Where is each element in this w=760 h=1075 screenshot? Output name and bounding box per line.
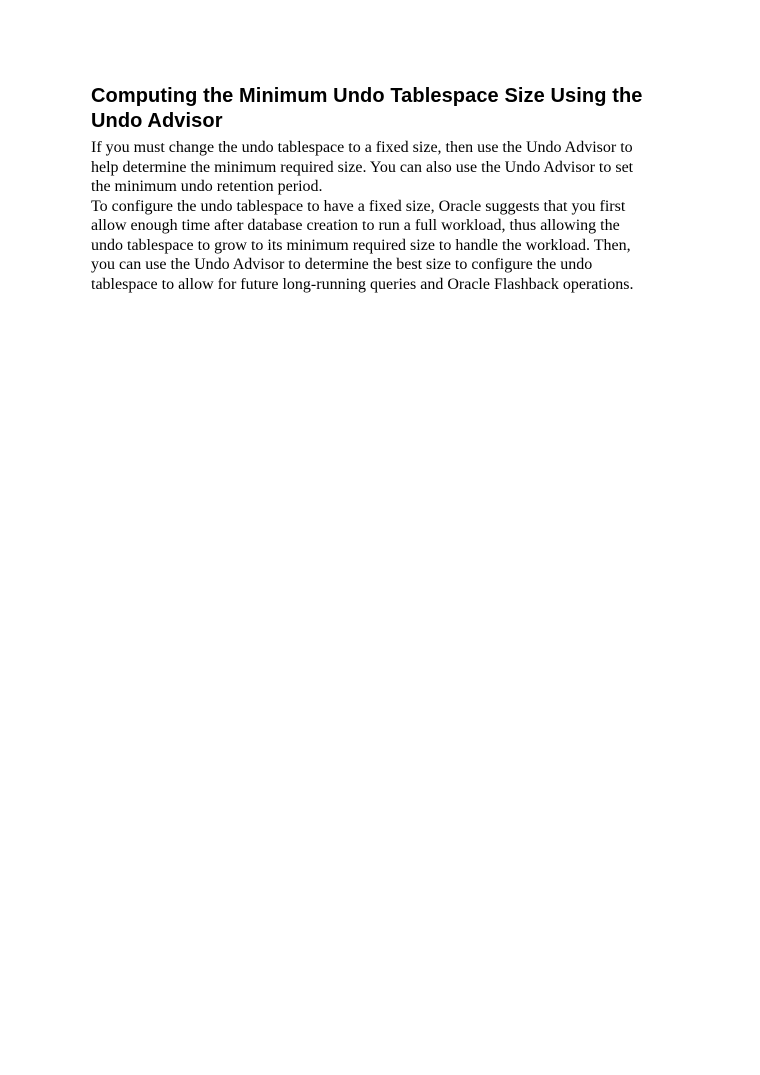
- section-heading-line-1: Computing the Minimum Undo Tablespace Size Using the: [91, 85, 643, 107]
- paragraph-2-line-4: you can use the Undo Advisor to determine the best size to configure the undo: [91, 256, 593, 273]
- paragraph-2-line-5: tablespace to allow for future long-running queries and Oracle Flashback operations.: [91, 275, 634, 293]
- paragraph-2-line-1: To configure the undo tablespace to have a fixed size, Oracle suggests that you first: [91, 197, 626, 215]
- paragraph-1: [91, 138, 681, 197]
- paragraph-2-line-3: undo tablespace to grow to its minimum required size to handle the workload. Then,: [91, 236, 631, 254]
- paragraph-2: [91, 197, 681, 295]
- section-heading: [91, 84, 681, 134]
- document-page: [91, 84, 681, 294]
- section-heading-line-2: Undo Advisor: [91, 110, 223, 132]
- paragraph-2-line-2: allow enough time after database creation to run a full workload, thus allowing the: [91, 217, 620, 234]
- paragraph-1-line-3: the minimum undo retention period.: [91, 178, 323, 195]
- paragraph-1-line-1: If you must change the undo tablespace to a fixed size, then use the Undo Advisor to: [91, 139, 633, 156]
- paragraph-1-line-2: help determine the minimum required size. You can also use the Undo Advisor to set: [91, 158, 634, 176]
